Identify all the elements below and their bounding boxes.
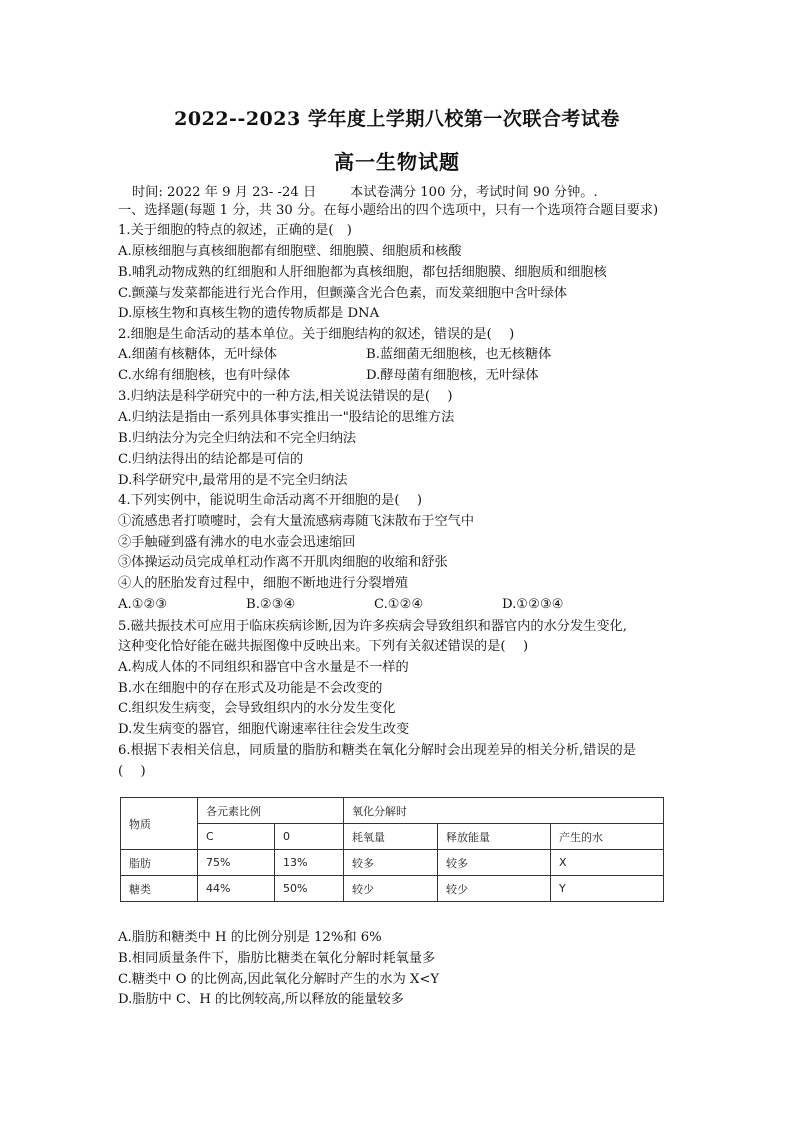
q6-option-a: A.脂肪和糖类中 H 的比例分别是 12%和 6% <box>118 930 382 945</box>
q4-option-d: D.①②③④ <box>502 597 564 612</box>
q6-data-table <box>120 797 664 902</box>
exam-title: 2022--2023 学年度上学期八校第一次联合考试卷 <box>174 108 620 130</box>
table-cell-c: 75% <box>198 850 275 876</box>
table-subheader-row <box>121 824 664 850</box>
q1-option-b: B.哺乳动物成熟的红细胞和人肝细胞都为真核细胞，都包括细胞膜、细胞质和细胞核 <box>118 265 607 280</box>
table-header-oxidation: 氧化分解时 <box>344 798 664 824</box>
exam-score-info: 本试卷满分 100 分，考试时间 90 分钟。. <box>350 185 598 200</box>
q6-stem-line1: 6.根据下表相关信息，同质量的脂肪和糖类在氧化分解时会出现差异的相关分析,错误的是 <box>118 743 636 758</box>
table-cell-o: 13% <box>275 850 344 876</box>
table-header-water: 产生的水 <box>551 824 664 850</box>
exam-subtitle: 高一生物试题 <box>334 150 460 174</box>
q6-stem-line2: ( ) <box>118 764 146 779</box>
q4-statement-3: ③体操运动员完成单杠动作离不开肌肉细胞的收缩和舒张 <box>118 555 448 570</box>
q5-stem-line1: 5.磁共振技术可应用于临床疾病诊断,因为许多疾病会导致组织和器官内的水分发生变化, <box>118 619 627 634</box>
q2-options-row1 <box>118 345 614 365</box>
q2-options-row2 <box>118 366 614 386</box>
exam-info <box>132 181 632 200</box>
q5-option-b: B.水在细胞中的存在形式及功能是不会改变的 <box>118 681 383 696</box>
q5-option-d: D.发生病变的器官，细胞代谢速率往往会发生改变 <box>118 722 410 737</box>
q3-option-a: A.归纳法是指由一系列具体事实推出一"股结论的思维方法 <box>118 410 455 425</box>
q4-option-c: C.①②④ <box>374 597 424 612</box>
table-cell-water: X <box>551 850 664 876</box>
table-row <box>121 876 664 902</box>
q4-stem: 4.下列实例中，能说明生命活动离不开细胞的是( ) <box>118 493 422 508</box>
q2-stem: 2.细胞是生命活动的基本单位。关于细胞结构的叙述，错误的是( ) <box>118 327 515 342</box>
q2-option-a: A.细菌有核糖体，无叶绿体 <box>118 347 277 362</box>
q3-option-d: D.科学研究中,最常用的是不完全归纳法 <box>118 473 348 488</box>
table-cell-c: 44% <box>198 876 275 902</box>
q3-option-c: C.归纳法得出的结论都是可信的 <box>118 452 304 467</box>
q1-stem: 1.关于细胞的特点的叙述，正确的是( ) <box>118 223 352 238</box>
q1-option-c: C.颤藻与发菜都能进行光合作用，但颤藻含光合色素，而发菜细胞中含叶绿体 <box>118 286 567 301</box>
table-header-substance: 物质 <box>121 798 198 850</box>
q1-option-a: A.原核细胞与真核细胞都有细胞壁、细胞膜、细胞质和核酸 <box>118 244 462 259</box>
table-header-o: 0 <box>275 824 344 850</box>
q4-option-b: B.②③④ <box>246 597 296 612</box>
table-cell-energy: 较少 <box>438 876 551 902</box>
section-heading: 一、选择题(每题 1 分，共 30 分。在每小题给出的四个选项中，只有一个选项符合题目要求) <box>118 203 659 218</box>
q4-option-a: A.①②③ <box>118 597 168 612</box>
table-row <box>121 850 664 876</box>
table-cell-oxygen: 较少 <box>344 876 438 902</box>
table-cell-oxygen: 较多 <box>344 850 438 876</box>
q5-option-a: A.构成人体的不同组织和器官中含水量是不一样的 <box>118 660 409 675</box>
q3-stem: 3.归纳法是科学研究中的一种方法,相关说法错误的是( ) <box>118 389 453 404</box>
table-header-row <box>121 798 664 824</box>
q5-option-c: C.组织发生病变，会导致组织内的水分发生变化 <box>118 701 396 716</box>
table-cell-name: 糖类 <box>121 876 198 902</box>
q6-option-c: C.糖类中 O 的比例高,因此氧化分解时产生的水为 X<Y <box>118 972 440 987</box>
q4-statement-1: ①流感患者打喷嚏时，会有大量流感病毒随飞沫散布于空气中 <box>118 514 475 529</box>
q4-statement-2: ②手触碰到盛有沸水的电水壶会迅速缩回 <box>118 535 356 550</box>
table-cell-water: Y <box>551 876 664 902</box>
exam-time: 时间: 2022 年 9 月 23- -24 日 <box>132 185 317 200</box>
q3-option-b: B.归纳法分为完全归纳法和不完全归纳法 <box>118 431 357 446</box>
table-header-oxygen: 耗氧量 <box>344 824 438 850</box>
table-cell-energy: 较多 <box>438 850 551 876</box>
q4-statement-4: ④人的胚胎发育过程中，细胞不断地进行分裂增殖 <box>118 576 409 591</box>
table-header-c: C <box>198 824 275 850</box>
table-header-energy: 释放能量 <box>438 824 551 850</box>
q5-stem-line2: 这种变化恰好能在磁共振图像中反映出来。下列有关叙述错误的是( ) <box>118 639 529 654</box>
q4-options-row <box>118 595 630 615</box>
table-header-ratio: 各元素比例 <box>198 798 344 824</box>
q2-option-b: B.蓝细菌无细胞核，也无核糖体 <box>366 347 552 362</box>
q2-option-c: C.水绵有细胞核，也有叶绿体 <box>118 368 291 383</box>
q6-option-b: B.相同质量条件下，脂肪比糖类在氧化分解时耗氧量多 <box>118 951 436 966</box>
table-cell-name: 脂肪 <box>121 850 198 876</box>
table-cell-o: 50% <box>275 876 344 902</box>
q6-option-d: D.脂肪中 C、H 的比例较高,所以释放的能量较多 <box>118 992 404 1007</box>
q2-option-d: D.酵母菌有细胞核，无叶绿体 <box>366 368 539 383</box>
q1-option-d: D.原核生物和真核生物的遗传物质都是 DNA <box>118 306 380 321</box>
